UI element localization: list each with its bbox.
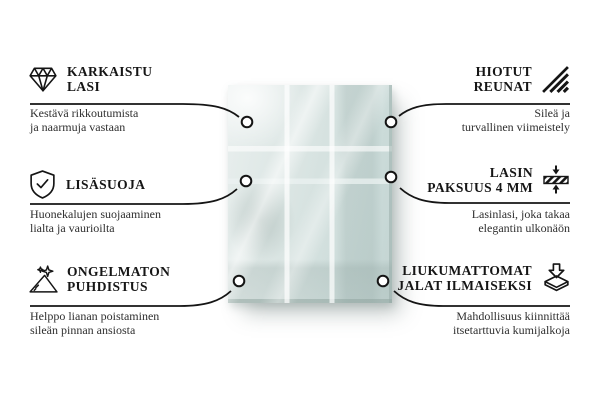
feature-title-line: HIOTUT xyxy=(475,64,532,79)
feature-description xyxy=(30,208,225,235)
feature-title-line: ONGELMATON xyxy=(67,264,171,279)
feature-desc-line: Lasinlasi, joka takaa xyxy=(471,207,570,221)
feature-desc-line: Huonekalujen suojaaminen xyxy=(30,207,161,221)
feature-desc-line: itsetarttuvia kumijalkoja xyxy=(453,322,570,337)
non-slip-feet-icon xyxy=(541,262,572,293)
feature-description xyxy=(375,107,570,134)
feature-title-line: PUHDISTUS xyxy=(67,279,148,294)
feature-title xyxy=(397,263,532,293)
feature-non-slip-feet xyxy=(342,262,572,293)
feature-title xyxy=(67,64,152,94)
feature-title-line: LIUKUMATTOMAT xyxy=(402,262,532,278)
feature-description xyxy=(30,107,225,134)
feature-desc-line: ja naarmuja vastaan xyxy=(30,119,126,134)
feature-desc-line: Sileä ja xyxy=(534,106,570,120)
feature-extra-protection xyxy=(28,169,145,200)
feature-description xyxy=(375,310,570,337)
feature-title xyxy=(427,165,533,195)
feature-polished-edges xyxy=(370,64,570,94)
diamond-icon xyxy=(28,65,58,93)
polished-edge-icon xyxy=(541,65,570,94)
feature-title-line: PAKSUUS 4 MM xyxy=(427,179,533,195)
feature-title xyxy=(66,177,145,192)
feature-title xyxy=(474,64,532,94)
feature-easy-cleaning xyxy=(27,264,170,294)
feature-title-line: LISÄSUOJA xyxy=(66,177,146,192)
feature-desc-line: Mahdollisuus kiinnittää xyxy=(456,309,570,323)
feature-desc-line: Kestävä rikkoutumista xyxy=(30,106,139,120)
shield-check-icon xyxy=(28,169,57,200)
feature-desc-line: Helppo lianan poistaminen xyxy=(30,309,160,323)
glass-thickness-icon xyxy=(542,164,570,195)
sparkle-clean-icon xyxy=(27,265,58,294)
feature-desc-line: elegantin ulkonäön xyxy=(478,220,570,235)
feature-desc-line: sileän pinnan ansiosta xyxy=(30,322,136,337)
feature-tempered-glass xyxy=(28,64,152,94)
feature-title-line: REUNAT xyxy=(473,79,532,94)
feature-title-line: JALAT ILMAISEKSI xyxy=(397,277,532,293)
feature-glass-thickness xyxy=(360,164,570,195)
feature-title-line: LASI xyxy=(67,79,101,94)
feature-title-line: LASIN xyxy=(489,164,533,180)
feature-title xyxy=(67,264,170,294)
feature-description xyxy=(375,208,570,235)
feature-title-line: KARKAISTU xyxy=(67,64,153,79)
feature-desc-line: turvallinen viimeistely xyxy=(461,119,570,134)
feature-desc-line: lialta ja vaurioilta xyxy=(30,220,115,235)
feature-description xyxy=(30,310,225,337)
